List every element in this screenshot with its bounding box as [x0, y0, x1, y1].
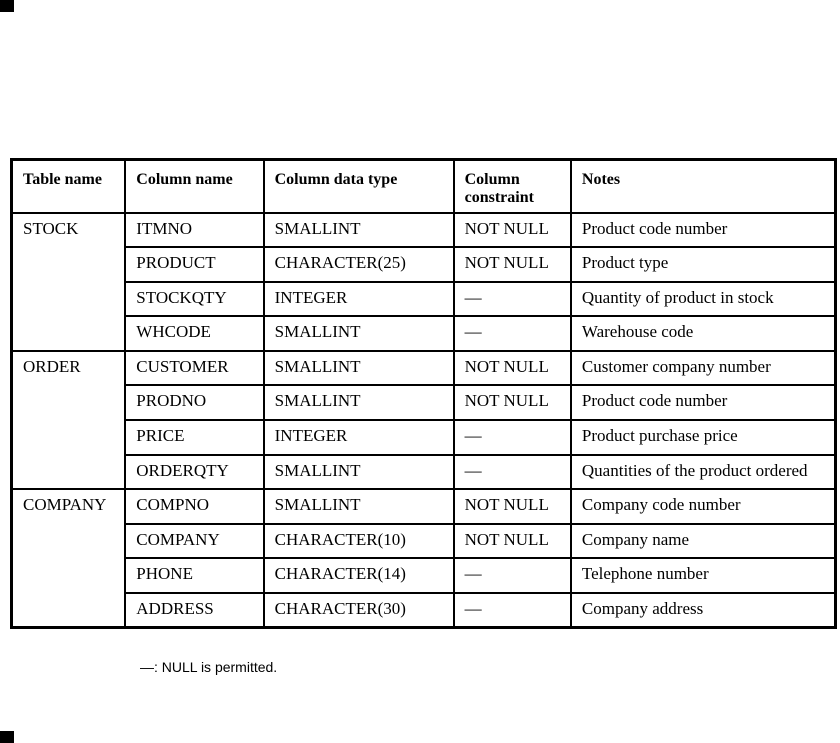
table-row — [12, 247, 836, 282]
column-name-cell: COMPANY — [125, 524, 263, 559]
data-type-cell: CHARACTER(25) — [264, 247, 454, 282]
corner-registration-mark-top — [0, 0, 14, 12]
table-name-cell: COMPANY — [12, 489, 126, 627]
column-name-cell: PRODNO — [125, 385, 263, 420]
data-type-cell: SMALLINT — [264, 455, 454, 490]
notes-cell: Quantities of the product ordered — [571, 455, 836, 490]
notes-cell: Company code number — [571, 489, 836, 524]
notes-cell: Quantity of product in stock — [571, 282, 836, 317]
constraint-cell: — — [454, 316, 571, 351]
table-name-cell: STOCK — [12, 213, 126, 351]
notes-cell: Telephone number — [571, 558, 836, 593]
table-row — [12, 489, 836, 524]
column-name-cell: PRODUCT — [125, 247, 263, 282]
data-type-cell: CHARACTER(30) — [264, 593, 454, 628]
null-legend-note: —: NULL is permitted. — [140, 659, 278, 675]
table-row — [12, 282, 836, 317]
table-row — [12, 455, 836, 490]
schema-table — [10, 158, 837, 629]
notes-cell: Company name — [571, 524, 836, 559]
data-type-cell: INTEGER — [264, 282, 454, 317]
notes-cell: Product purchase price — [571, 420, 836, 455]
constraint-cell: — — [454, 420, 571, 455]
corner-registration-mark-bottom — [0, 731, 14, 743]
column-name-cell: PHONE — [125, 558, 263, 593]
constraint-cell: NOT NULL — [454, 489, 571, 524]
constraint-cell: NOT NULL — [454, 247, 571, 282]
column-name-cell: WHCODE — [125, 316, 263, 351]
table-row — [12, 351, 836, 386]
constraint-cell: NOT NULL — [454, 524, 571, 559]
data-type-cell: SMALLINT — [264, 385, 454, 420]
table-row — [12, 385, 836, 420]
data-type-cell: SMALLINT — [264, 489, 454, 524]
data-type-cell: CHARACTER(10) — [264, 524, 454, 559]
header-table-name: Table name — [12, 160, 126, 213]
column-name-cell: ADDRESS — [125, 593, 263, 628]
data-type-cell: CHARACTER(14) — [264, 558, 454, 593]
constraint-cell: NOT NULL — [454, 351, 571, 386]
column-name-cell: STOCKQTY — [125, 282, 263, 317]
column-name-cell: COMPNO — [125, 489, 263, 524]
constraint-cell: — — [454, 455, 571, 490]
column-name-cell: ORDERQTY — [125, 455, 263, 490]
data-type-cell: INTEGER — [264, 420, 454, 455]
table-row — [12, 558, 836, 593]
header-row — [12, 160, 836, 213]
table-row — [12, 213, 836, 248]
data-type-cell: SMALLINT — [264, 316, 454, 351]
header-column-data-type: Column data type — [264, 160, 454, 213]
notes-cell: Product code number — [571, 385, 836, 420]
constraint-cell: NOT NULL — [454, 213, 571, 248]
header-notes: Notes — [571, 160, 836, 213]
table-row — [12, 593, 836, 628]
column-name-cell: CUSTOMER — [125, 351, 263, 386]
notes-cell: Warehouse code — [571, 316, 836, 351]
data-type-cell: SMALLINT — [264, 351, 454, 386]
constraint-cell: — — [454, 558, 571, 593]
data-type-cell: SMALLINT — [264, 213, 454, 248]
notes-cell: Company address — [571, 593, 836, 628]
table-row — [12, 524, 836, 559]
table-name-cell: ORDER — [12, 351, 126, 489]
column-name-cell: ITMNO — [125, 213, 263, 248]
table-row — [12, 316, 836, 351]
constraint-cell: — — [454, 593, 571, 628]
table-row — [12, 420, 836, 455]
constraint-cell: — — [454, 282, 571, 317]
notes-cell: Product code number — [571, 213, 836, 248]
notes-cell: Product type — [571, 247, 836, 282]
header-column-name: Column name — [125, 160, 263, 213]
notes-cell: Customer company number — [571, 351, 836, 386]
column-name-cell: PRICE — [125, 420, 263, 455]
header-column-constraint: Column constraint — [454, 160, 571, 213]
constraint-cell: NOT NULL — [454, 385, 571, 420]
